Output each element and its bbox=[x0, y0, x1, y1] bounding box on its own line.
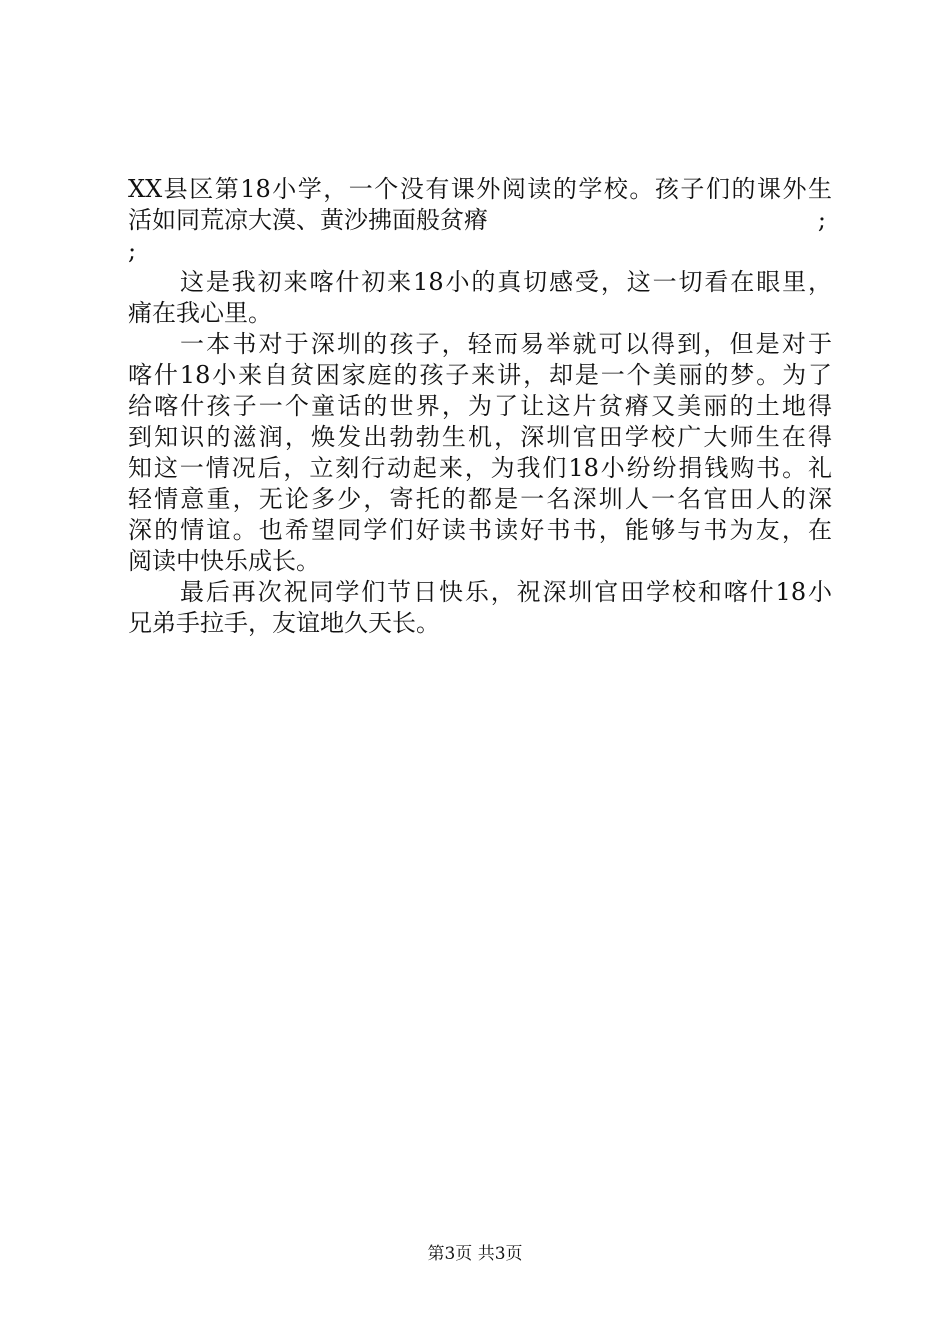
text-line: ; bbox=[128, 237, 137, 265]
paragraph-first-line: 这是我初来喀什初来18小的真切感受，这一切看在眼里， bbox=[180, 268, 832, 296]
page-footer: 第3页 共3页 bbox=[427, 1244, 523, 1264]
text-line: 轻情意重，无论多少，寄托的都是一名深圳人一名官田人的深 bbox=[128, 485, 832, 513]
text-line: 痛在我心里。 bbox=[128, 299, 272, 327]
paragraph-first-line: 一本书对于深圳的孩子，轻而易举就可以得到，但是对于 bbox=[180, 330, 832, 358]
semicolon-mark: ; bbox=[817, 206, 826, 234]
text-line: 兄弟手拉手，友谊地久天长。 bbox=[128, 609, 440, 637]
text-line: 喀什18小来自贫困家庭的孩子来讲，却是一个美丽的梦。为了 bbox=[128, 361, 832, 389]
document-body bbox=[128, 174, 832, 639]
text-line: 到知识的滋润，焕发出勃勃生机，深圳官田学校广大师生在得 bbox=[128, 423, 832, 451]
text-line-with-semicolon bbox=[128, 205, 832, 236]
text-line: 给喀什孩子一个童话的世界，为了让这片贫瘠又美丽的土地得 bbox=[128, 392, 832, 420]
text-line: XX县区第18小学，一个没有课外阅读的学校。孩子们的课外生 bbox=[128, 175, 832, 203]
paragraph-first-line: 最后再次祝同学们节日快乐，祝深圳官田学校和喀什18小 bbox=[180, 578, 832, 606]
text-line: 知这一情况后，立刻行动起来，为我们18小纷纷捐钱购书。礼 bbox=[128, 454, 832, 482]
text-line: 深的情谊。也希望同学们好读书读好书书，能够与书为友，在 bbox=[128, 516, 832, 544]
text-line: 活如同荒凉大漠、黄沙拂面般贫瘠 bbox=[128, 206, 488, 234]
text-line: 阅读中快乐成长。 bbox=[128, 547, 320, 575]
